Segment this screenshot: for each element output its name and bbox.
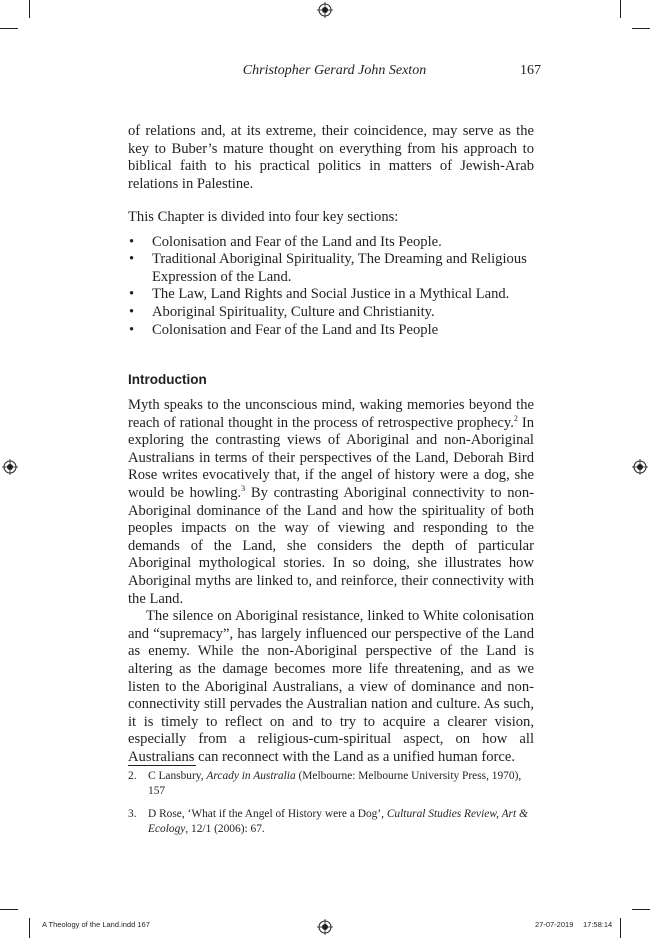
crop-mark xyxy=(620,0,621,18)
sections-list xyxy=(128,234,534,340)
footnote-text: , 12/1 (2006): 67. xyxy=(185,822,265,835)
footnote xyxy=(128,807,534,836)
page-number: 167 xyxy=(520,63,541,78)
bullet: • xyxy=(129,233,135,250)
paragraph-silence: The silence on Aboriginal resistance, linked to White colonisation and “supremacy”, has largely influenced our perspective of the Land as enemy. While the non-Aboriginal perspective of the Land is altering as the damage becomes more life threatening, and as we listen to the Aboriginal Australians, a view of dominance and non-connectivity still pervades the Australian nation and culture. As such, it is timely to reflect on and to try to acquire a clearer vision, especially from a religious-cum-spiritual aspect, on how all Australians can reconnect with the Land as a unified human force. xyxy=(128,608,534,765)
paragraph-text: By contrasting Aboriginal connectivity to non-Aboriginal dominance of the Land and how the spirituality of both peoples impacts on the way of viewing and responding to the demands of the Land, she considers the depth of particular Aboriginal mythological stories. In so doing, she illustrates how Aboriginal myths are linked to, and reinforce, their connectivity with the Land. xyxy=(128,484,534,607)
intro-paragraph: of relations and, at its extreme, their coincidence, may serve as the key to Buber’s mature thought on everything from his approach to biblical faith to his practical politics in matters of Jewish-Arab relations in Palestine. xyxy=(128,123,534,192)
bullet: • xyxy=(129,303,135,320)
list-item-text: Colonisation and Fear of the Land and Its People. xyxy=(152,233,442,250)
registration-mark-icon xyxy=(632,459,648,475)
slug-filename: A Theology of the Land.indd 167 xyxy=(42,920,150,929)
body-block-top xyxy=(128,123,534,193)
sections-block xyxy=(128,209,534,339)
list-item-text: Aboriginal Spirituality, Culture and Christianity. xyxy=(152,303,435,320)
list-item xyxy=(128,234,534,252)
crop-mark xyxy=(29,918,30,938)
footnotes xyxy=(128,769,534,836)
footnote-ref: 2 xyxy=(513,413,518,423)
crop-mark xyxy=(0,28,18,29)
list-item xyxy=(128,251,534,286)
paragraph-myth xyxy=(128,397,534,608)
introduction-body xyxy=(128,397,534,766)
slug-time: 17:58:14 xyxy=(583,920,613,929)
footnote-title: Arcady in Australia xyxy=(206,770,296,782)
registration-mark-icon xyxy=(317,2,333,18)
registration-mark-icon xyxy=(2,459,18,475)
running-header-author: Christopher Gerard John Sexton xyxy=(242,63,427,78)
list-item-text: The Law, Land Rights and Social Justice in a Mythical Land. xyxy=(152,286,510,303)
crop-mark xyxy=(620,918,621,938)
footnote xyxy=(128,769,534,798)
footnote-number: 3. xyxy=(128,808,137,820)
list-item xyxy=(128,322,534,340)
footnote-rule xyxy=(128,765,196,766)
crop-mark xyxy=(632,28,650,29)
bullet: • xyxy=(129,321,135,338)
crop-mark xyxy=(29,0,30,18)
sections-intro: This Chapter is divided into four key sections: xyxy=(128,209,399,225)
list-item xyxy=(128,304,534,322)
footnote-text: D Rose, ‘What if the Angel of History were a Dog’, xyxy=(148,808,387,820)
footnote-ref: 3 xyxy=(241,484,246,494)
list-item-text: Traditional Aboriginal Spirituality, The Dreaming and Religious Expression of the Land. xyxy=(152,251,527,285)
slug-date: 27-07-2019 xyxy=(535,920,574,929)
footnote-number: 2. xyxy=(128,770,137,782)
footnote-title: Cultural Studies Review, Art & Ecology xyxy=(148,808,528,835)
paragraph-text: Myth speaks to the unconscious mind, waking memories beyond the reach of rational thought in the process of retrospective prophecy. xyxy=(128,397,534,431)
footnote-text: (Melbourne: Melbourne University Press, 1970), 157 xyxy=(148,770,522,797)
registration-mark-icon xyxy=(317,919,333,935)
bullet: • xyxy=(129,286,135,303)
section-heading: Introduction xyxy=(128,372,207,387)
bullet: • xyxy=(129,251,135,268)
list-item-text: Colonisation and Fear of the Land and Its People xyxy=(152,321,439,338)
paragraph-text: In exploring the contrasting views of Aboriginal and non-Aboriginal Australians in terms of their perspectives of the Land, Deborah Bird Rose writes evocatively that, if the angel of history were a dog, she would be howling. xyxy=(128,414,534,501)
crop-mark xyxy=(632,909,650,910)
running-header xyxy=(128,61,541,81)
footnote-text: C Lansbury, xyxy=(148,770,207,782)
list-item xyxy=(128,286,534,304)
crop-mark xyxy=(0,909,18,910)
